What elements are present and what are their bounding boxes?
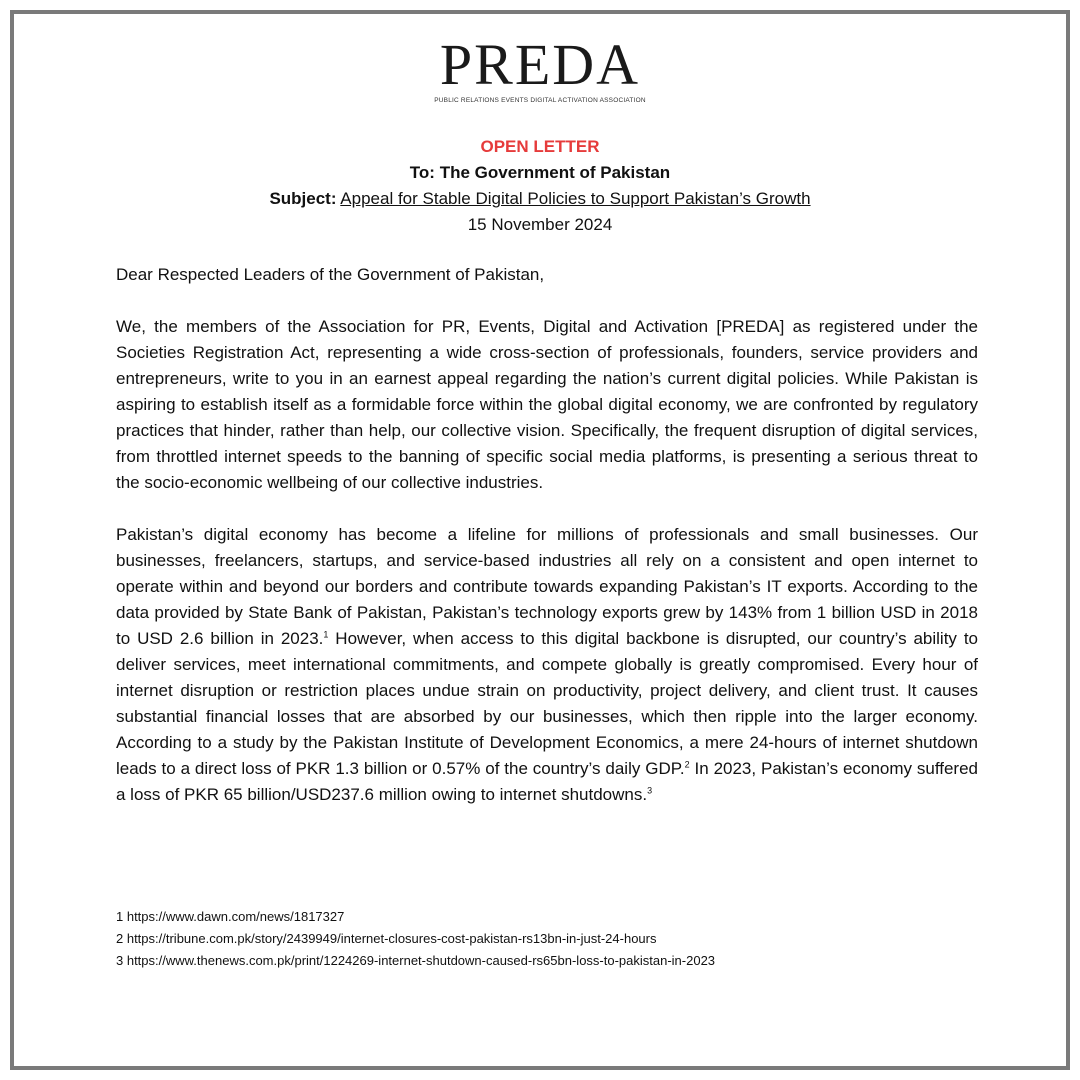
footnote-ref-2: 2 xyxy=(684,759,690,770)
footnote-ref-3: 3 xyxy=(647,785,653,796)
salutation: Dear Respected Leaders of the Government of Pakistan, xyxy=(116,265,545,284)
paragraph-1: We, the members of the Association for PR, Events, Digital and Activation [PREDA] as registered under the Societies Registration Act, representing a wide cross-section of professionals, founders, service providers and entrepreneurs, write to you in an earnest appeal regarding the nation’s current digital policies. While Pakistan is aspiring to establish itself as a formidable force within the global digital economy, we are confronted by regulatory practices that hinder, rather than help, our collective vision. Specifically, the frequent disruption of digital services, from throttled internet speeds to the banning of specific social media platforms, is presenting a serious threat to the socio-economic wellbeing of our collective industries. xyxy=(116,317,978,492)
subject-label: Subject: xyxy=(269,189,337,208)
recipient-line: To: The Government of Pakistan xyxy=(409,163,671,182)
paragraph-2-text-b: However, when access to this digital backbone is disrupted, our country’s ability to deliver services, meet international commitments, and compete globally is greatly compromised. Every hour of internet disruption or restriction places undue strain on productivity, project delivery, and client trust. It causes substantial financial losses that are absorbed by our businesses, which then ripple into the larger economy. According to a study by the Pakistan Institute of Development Economics, a mere 24-hours of internet shutdown leads to a direct loss of PKR 1.3 billion or 0.57% of the country’s daily GDP. xyxy=(116,629,978,778)
footnote-2: 2 https://tribune.com.pk/story/2439949/internet-closures-cost-pakistan-rs13bn-in-just-24-hours xyxy=(116,931,657,946)
logo-tagline: PUBLIC RELATIONS EVENTS DIGITAL ACTIVATION ASSOCIATION xyxy=(434,97,646,104)
footnotes xyxy=(116,906,978,972)
paragraph-2-text-a: Pakistan’s digital economy has become a lifeline for millions of professionals and small businesses. Our businesses, freelancers, startups, and service-based industries all rely on a consistent and open internet to operate within and beyond our borders and contribute towards expanding Pakistan’s IT exports. According to the data provided by State Bank of Pakistan, Pakistan’s technology exports grew by 143% from 1 billion USD in 2018 to USD 2.6 billion in 2023. xyxy=(116,525,978,648)
logo-wordmark: PREDA xyxy=(439,32,641,97)
paragraph-2 xyxy=(116,522,978,808)
preda-logo xyxy=(0,32,1080,104)
paragraph-2-text-c: In 2023, Pakistan’s economy suffered a loss of PKR 65 billion/USD237.6 million owing to internet shutdowns. xyxy=(116,759,979,804)
letter-heading xyxy=(0,134,1080,238)
open-letter-title: OPEN LETTER xyxy=(480,137,600,156)
letter-body xyxy=(116,262,978,834)
subject-line xyxy=(0,186,1080,212)
footnote-ref-1: 1 xyxy=(323,629,329,640)
footnote-3: 3 https://www.thenews.com.pk/print/1224269-internet-shutdown-caused-rs65bn-loss-to-pakistan-in-2023 xyxy=(116,953,716,968)
letter-date: 15 November 2024 xyxy=(467,215,613,234)
subject-text: Appeal for Stable Digital Policies to Support Pakistan’s Growth xyxy=(340,189,811,208)
footnote-1: 1 https://www.dawn.com/news/1817327 xyxy=(116,909,345,924)
